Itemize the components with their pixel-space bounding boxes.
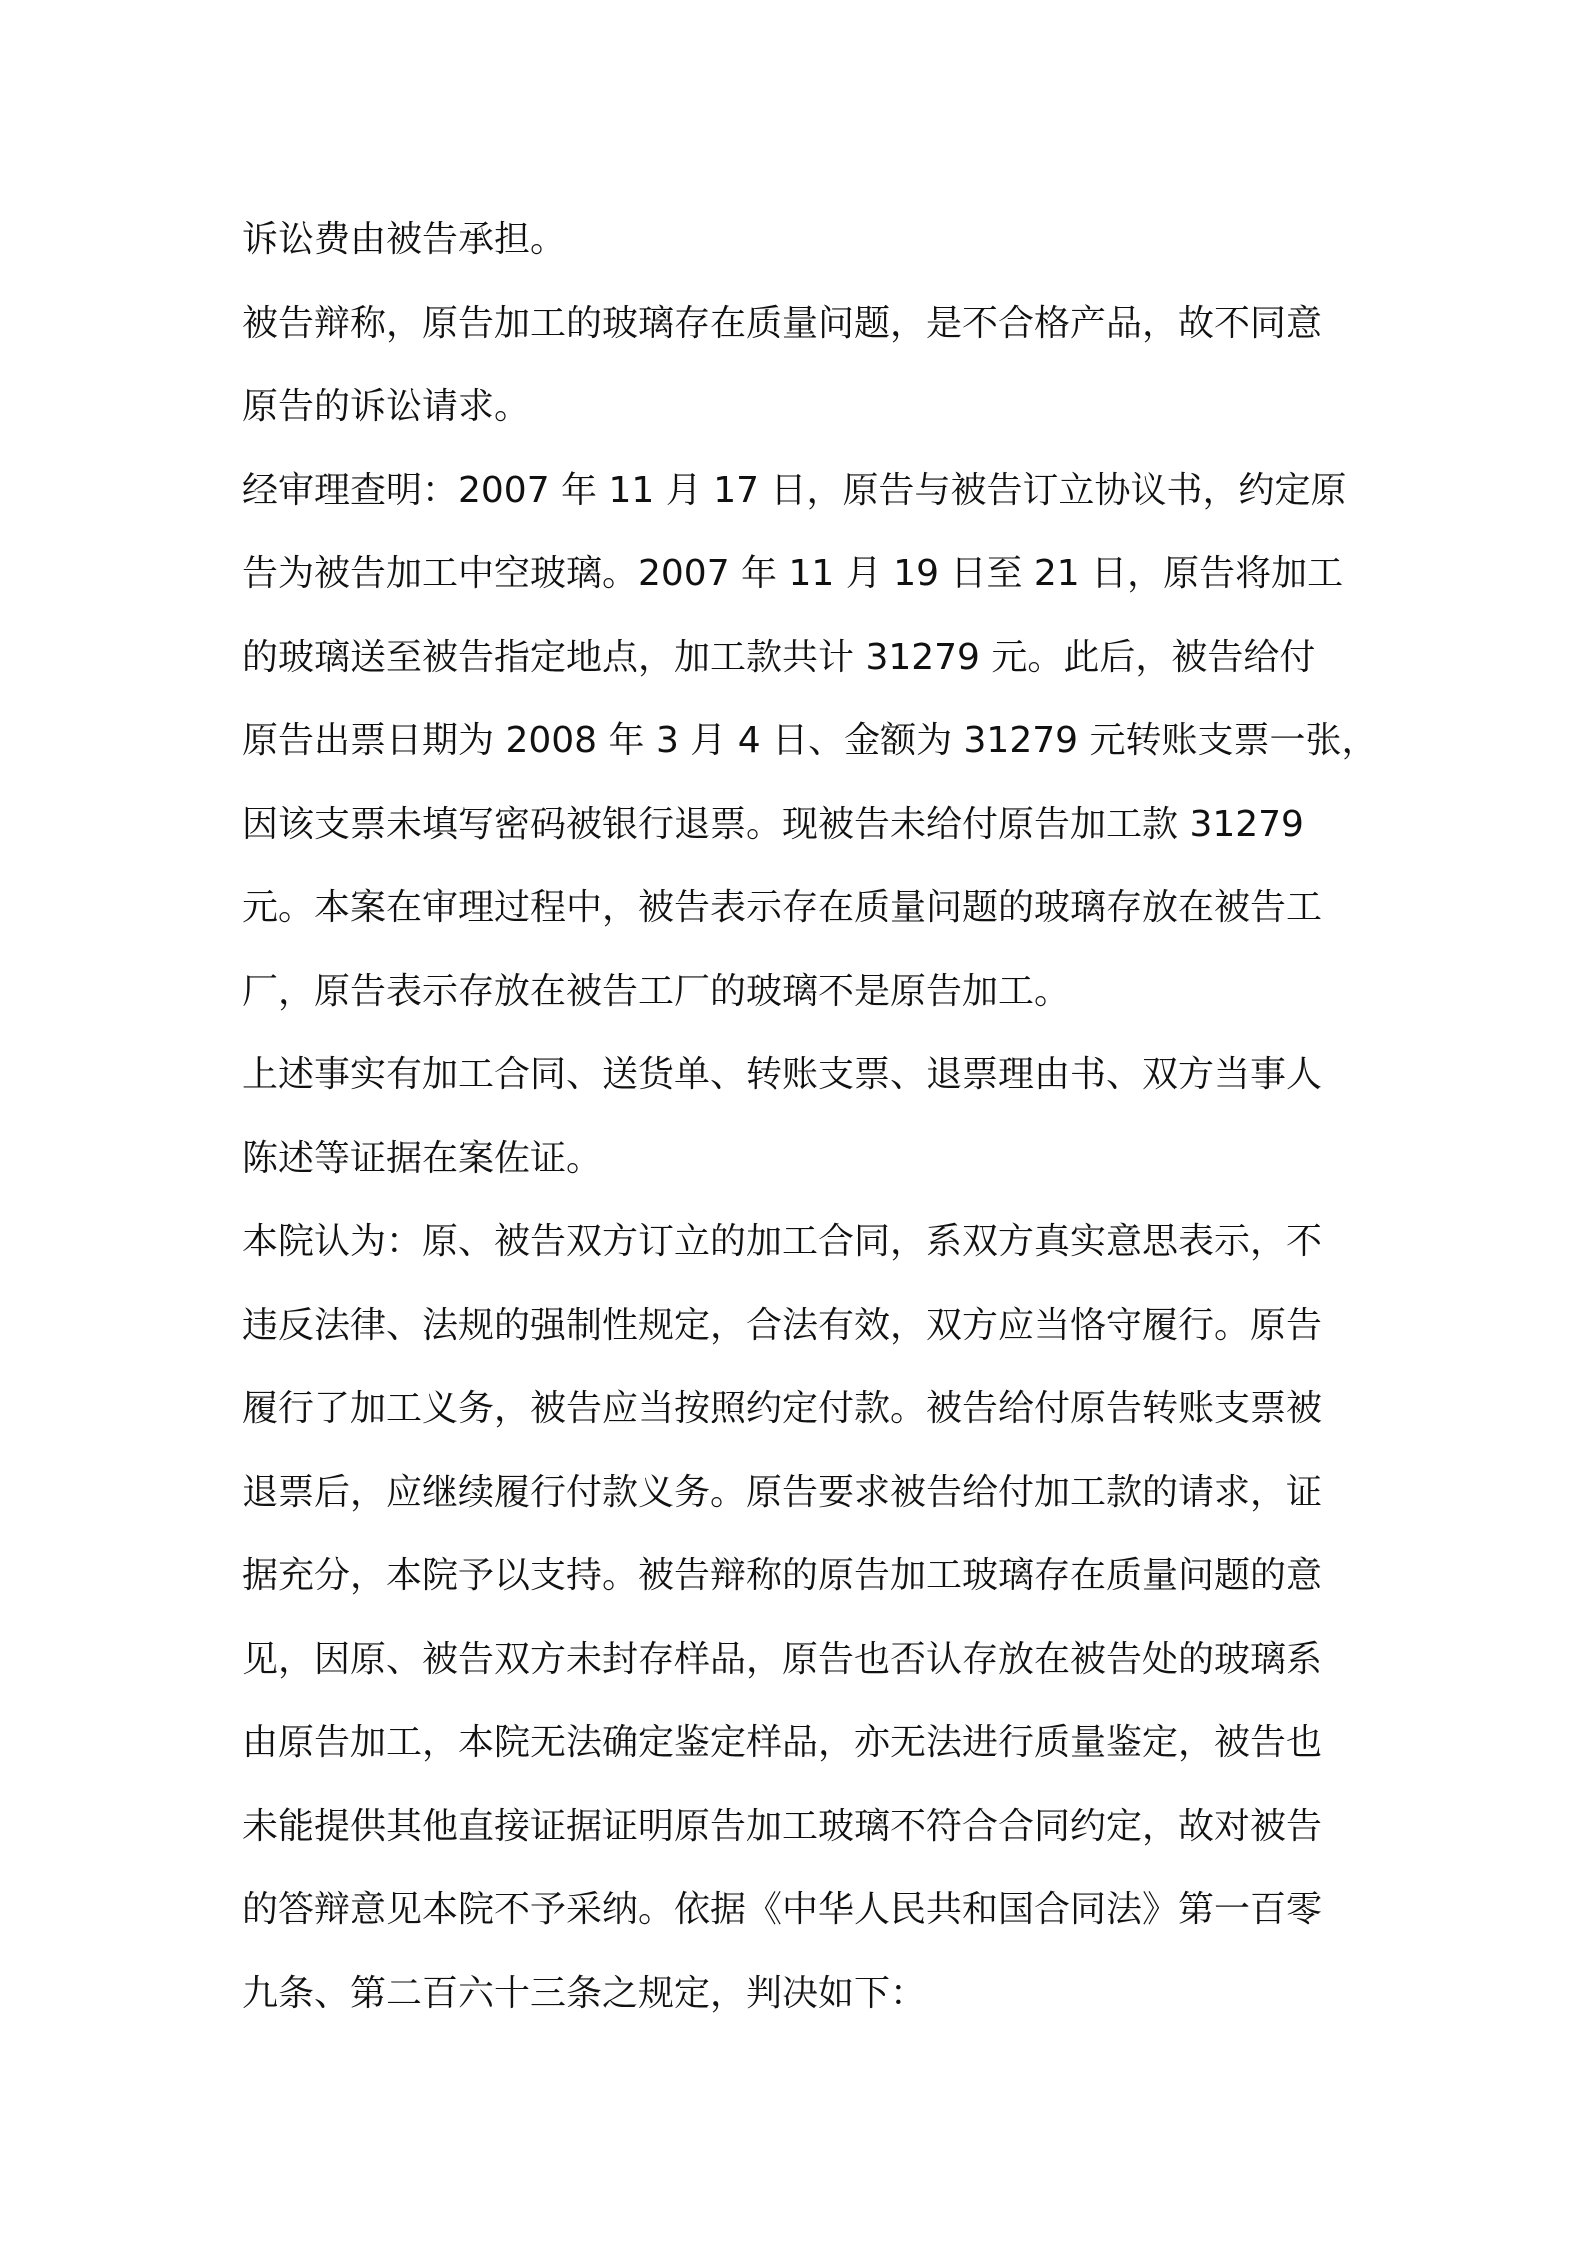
text-line: 由原告加工，本院无法确定鉴定样品，亦无法进行质量鉴定，被告也 bbox=[242, 1722, 1323, 1763]
text-line: 见，因原、被告双方未封存样品，原告也否认存放在被告处的玻璃系 bbox=[242, 1638, 1323, 1680]
text-line: 经审理查明：2007 年 11 月 17 日，原告与被告订立协议书，约定原 bbox=[242, 469, 1347, 511]
text-line: 据充分，本院予以支持。被告辩称的原告加工玻璃存在质量问题的意 bbox=[242, 1555, 1323, 1596]
text-line: 厂，原告表示存放在被告工厂的玻璃不是原告加工。 bbox=[242, 970, 1071, 1012]
text-line: 违反法律、法规的强制性规定，合法有效，双方应当恪守履行。原告 bbox=[242, 1304, 1323, 1346]
text-line: 未能提供其他直接证据证明原告加工玻璃不符合合同约定，故对被告 bbox=[242, 1805, 1323, 1847]
text-line: 上述事实有加工合同、送货单、转账支票、退票理由书、双方当事人 bbox=[242, 1054, 1323, 1095]
text-line: 的答辩意见本院不予采纳。依据《中华人民共和国合同法》第一百零 bbox=[242, 1889, 1323, 1930]
text-line: 九条、第二百六十三条之规定，判决如下： bbox=[242, 1972, 927, 2014]
text-line: 被告辩称，原告加工的玻璃存在质量问题，是不合格产品，故不同意 bbox=[242, 302, 1323, 344]
text-line: 告为被告加工中空玻璃。2007 年 11 月 19 日至 21 日，原告将加工 bbox=[242, 553, 1344, 594]
text-line: 因该支票未填写密码被银行退票。现被告未给付原告加工款 31279 bbox=[242, 803, 1304, 845]
text-line: 元。本案在审理过程中，被告表示存在质量问题的玻璃存放在被告工 bbox=[242, 887, 1323, 928]
text-line: 原告出票日期为 2008 年 3 月 4 日、金额为 31279 元转账支票一张， bbox=[242, 720, 1378, 761]
document-body bbox=[242, 198, 1378, 2035]
text-line: 诉讼费由被告承担。 bbox=[242, 219, 567, 260]
text-line: 本院认为：原、被告双方订立的加工合同，系双方真实意思表示，不 bbox=[242, 1221, 1323, 1262]
text-line: 退票后，应继续履行付款义务。原告要求被告给付加工款的请求，证 bbox=[242, 1471, 1323, 1513]
text-line: 履行了加工义务，被告应当按照约定付款。被告给付原告转账支票被 bbox=[242, 1388, 1323, 1429]
text-line: 陈述等证据在案佐证。 bbox=[242, 1137, 603, 1179]
text-line: 的玻璃送至被告指定地点，加工款共计 31279 元。此后，被告给付 bbox=[242, 636, 1316, 678]
text-line: 原告的诉讼请求。 bbox=[242, 386, 531, 427]
